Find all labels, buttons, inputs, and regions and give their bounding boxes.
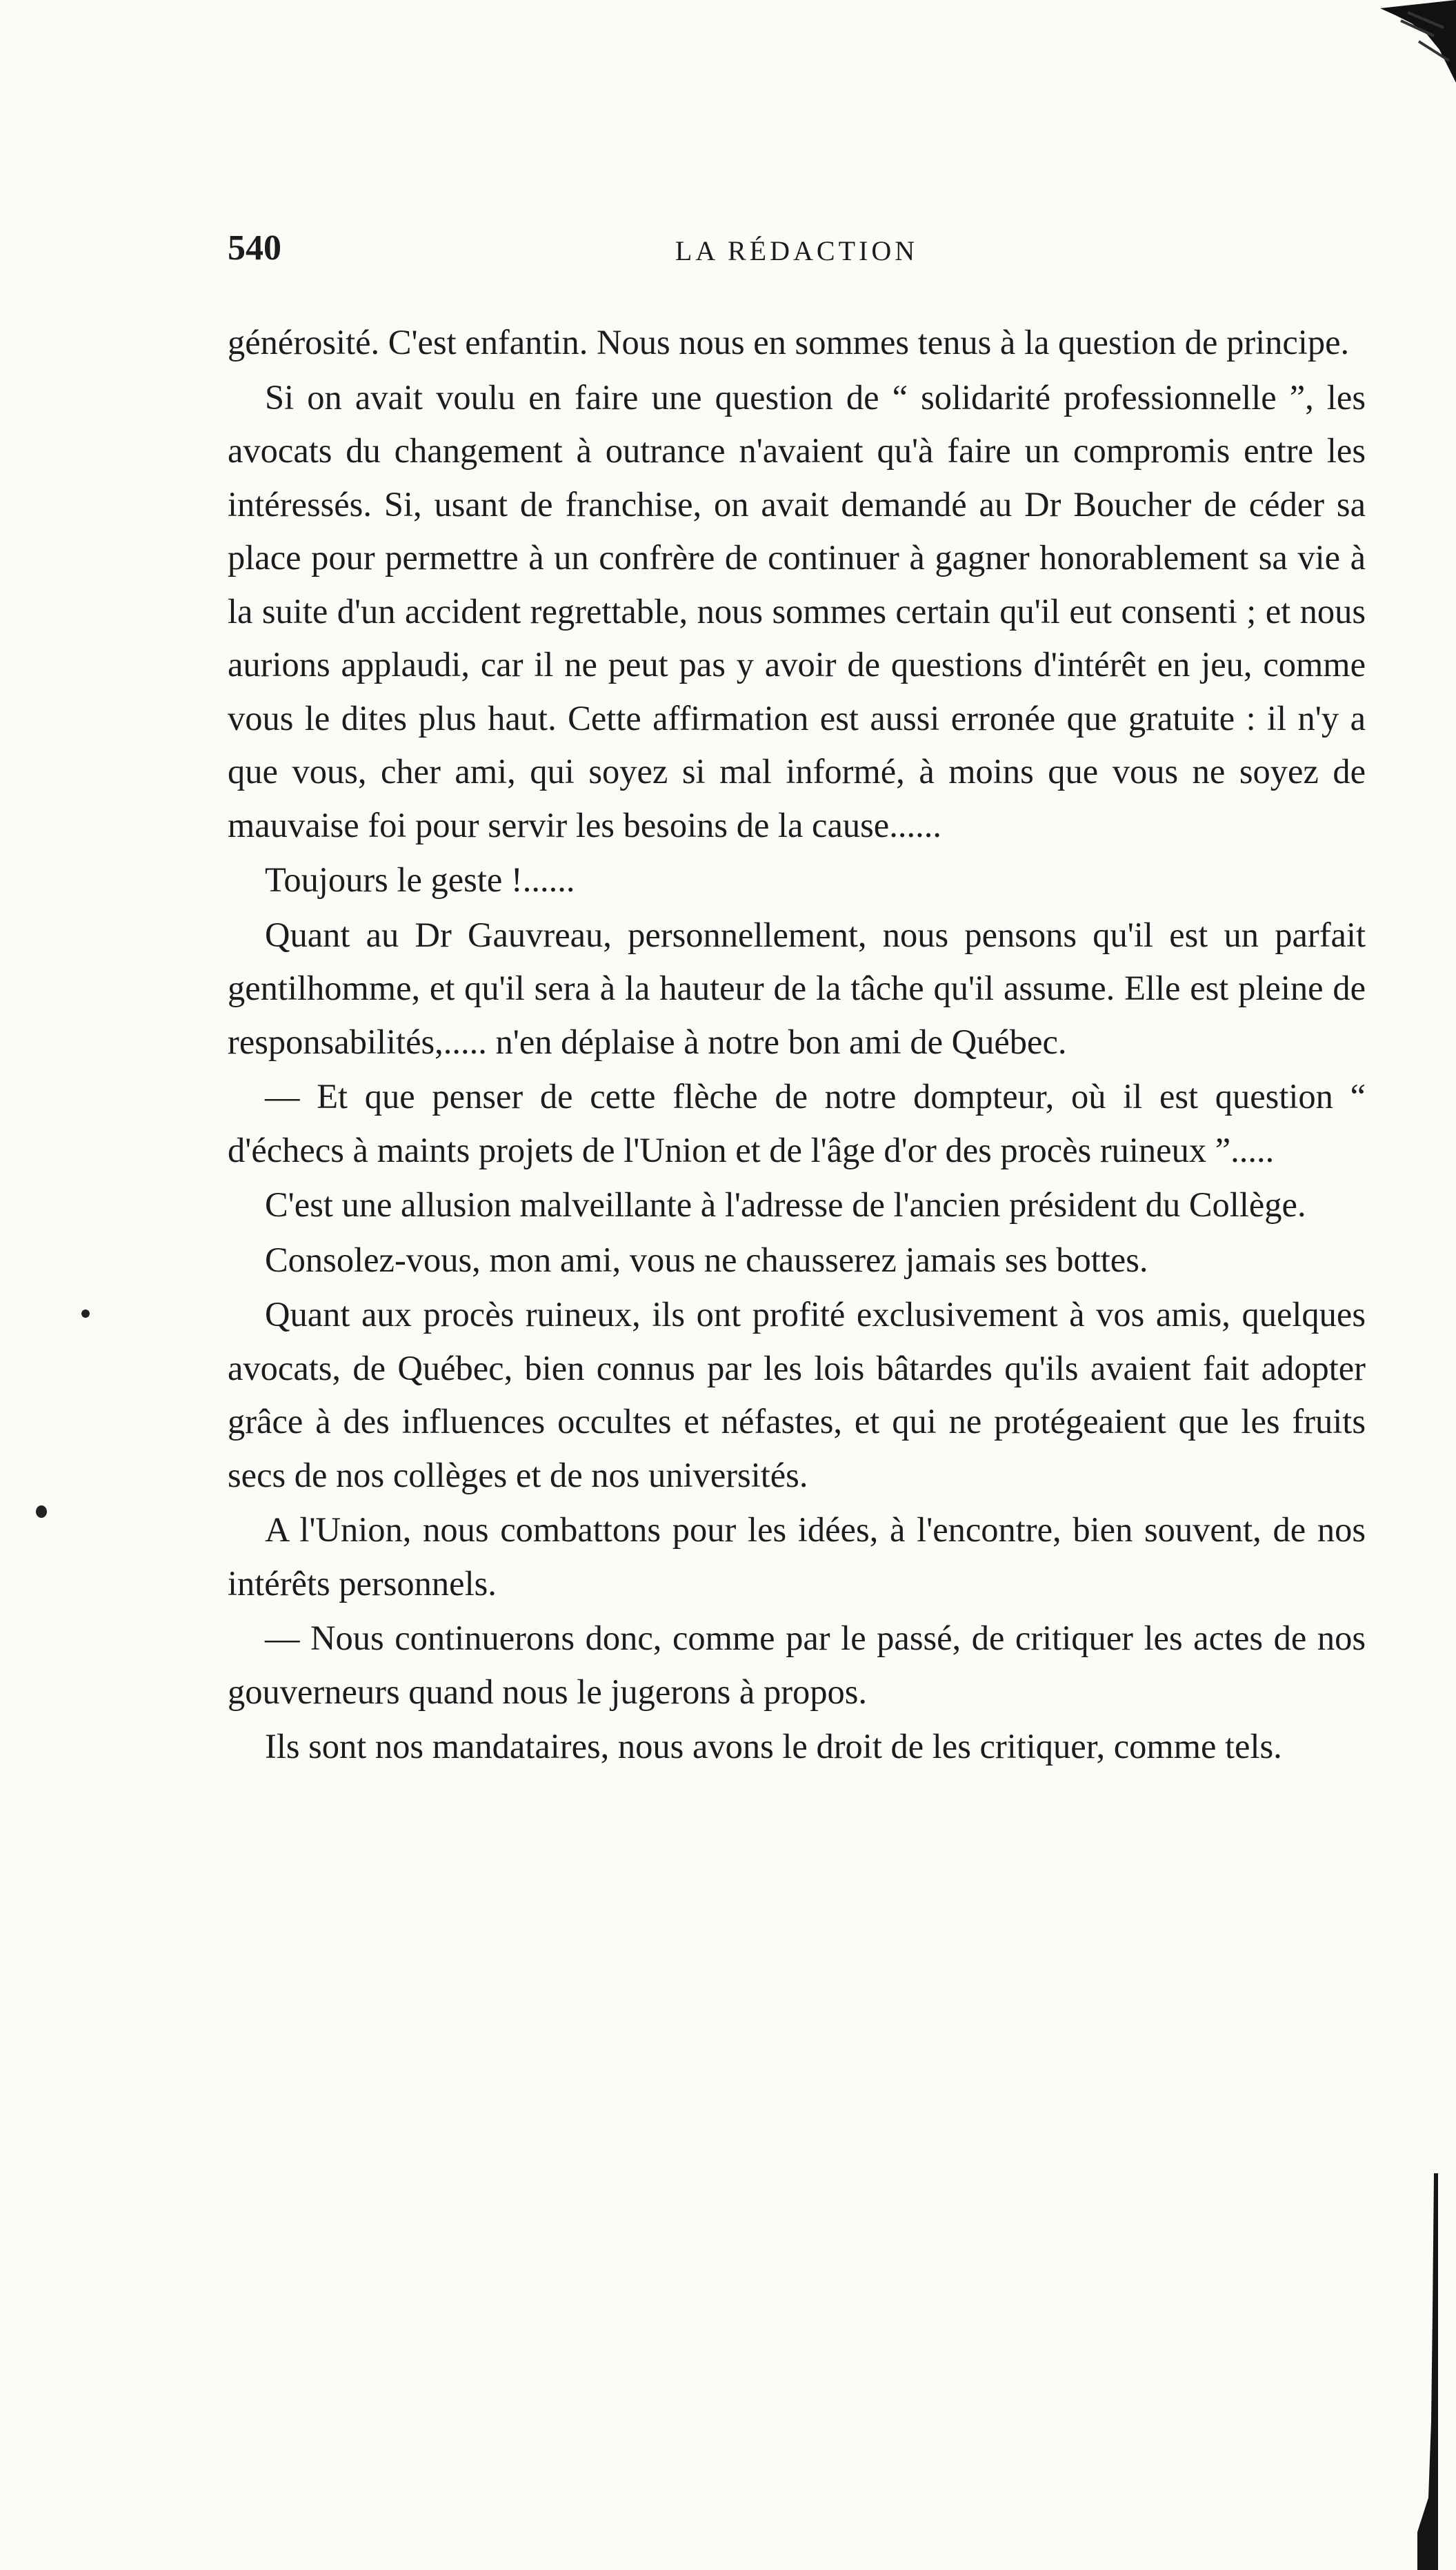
paragraph: Toujours le geste !...... bbox=[265, 860, 575, 899]
scan-edge-mark bbox=[1416, 2173, 1444, 2570]
paragraph: — Nous continuerons donc, comme par le passé, de critiquer les actes de nos gouverneurs quand nous le jugerons à propos. bbox=[228, 1619, 1366, 1711]
running-head bbox=[228, 228, 1366, 283]
body-text bbox=[228, 316, 1366, 1774]
paragraph: Quant aux procès ruineux, ils ont profité exclusivement à vos amis, quelques avocats, de Québec, bien connus par les lois bâtardes qu'ils avaient fait adopter grâce à des influences occultes et néfastes, et qui ne protégeaient que les fruits secs de nos collèges et de nos universités. bbox=[228, 1295, 1366, 1494]
running-title: LA RÉDACTION bbox=[675, 235, 919, 266]
scan-edge-mark bbox=[1353, 0, 1456, 97]
paragraph: Consolez-vous, mon ami, vous ne chausserez jamais ses bottes. bbox=[265, 1240, 1148, 1279]
paragraph: A l'Union, nous combattons pour les idées, à l'encontre, bien souvent, de nos intérêts personnels. bbox=[228, 1510, 1366, 1603]
paragraph: Quant au Dr Gauvreau, personnellement, nous pensons qu'il est un parfait gentilhomme, et qu'il sera à la hauteur de la tâche qu'il assume. Elle est pleine de responsabilités,..... n'en déplaise à notre bon ami de Québec. bbox=[228, 915, 1366, 1061]
page-number: 540 bbox=[228, 228, 281, 268]
paragraph: — Et que penser de cette flèche de notre dompteur, où il est question “ d'échecs à maints projets de l'Union et de l'âge d'or des procès ruineux ”..... bbox=[228, 1077, 1366, 1169]
paragraph: Si on avait voulu en faire une question de “ solidarité professionnelle ”, les avocats du changement à outrance n'avaient qu'à faire un compromis entre les intéressés. Si, usant de franchise, on avait demandé au Dr Boucher de céder sa place pour permettre à un confrère de continuer à gagner honorablement sa vie à la suite d'un accident regrettable, nous sommes certain qu'il eut consenti ; et nous aurions applaudi, car il ne peut pas y avoir de questions d'intérêt en jeu, comme vous le dites plus haut. Cette affirmation est aussi erronée que gratuite : il n'y a que vous, cher ami, qui soyez si mal informé, à moins que vous ne soyez de mauvaise foi pour servir les besoins de la cause...... bbox=[228, 377, 1366, 844]
ink-spot bbox=[36, 1505, 47, 1518]
paragraph: générosité. C'est enfantin. Nous nous en sommes tenus à la question de principe. bbox=[228, 323, 1350, 362]
paragraph: C'est une allusion malveillante à l'adresse de l'ancien président du Collège. bbox=[265, 1185, 1306, 1224]
paragraph: Ils sont nos mandataires, nous avons le droit de les critiquer, comme tels. bbox=[265, 1727, 1282, 1766]
ink-spot bbox=[81, 1309, 90, 1318]
book-page bbox=[228, 228, 1366, 1775]
